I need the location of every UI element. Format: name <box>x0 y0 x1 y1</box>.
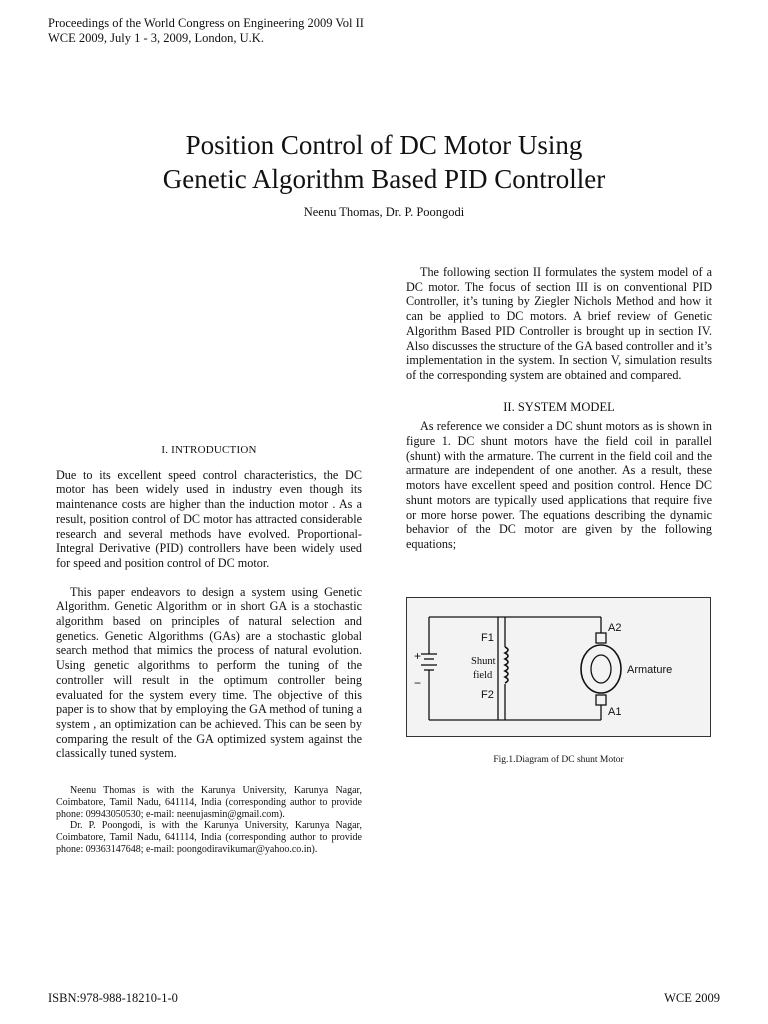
brush-a2 <box>596 633 606 643</box>
intro-paragraph-1: Due to its excellent speed control characteristics, the DC motor has been widely used in industry even though its maintenance costs are higher than the induction motor . As a result, position control of DC motor has attracted considerable research and several methods have evolved. Proportional-Integral Derivative (PID) controllers have been widely used for speed and position control of DC motor. <box>56 467 362 570</box>
intro-paragraph-2: This paper endeavors to design a system using Genetic Algorithm. Genetic Algorithm or in short GA is a stochastic algorithm based on principles of natural selection and genetics. Genetic Algorithms (GAs) are a stochastic global search method that mimics the process of natural evolution. Using genetic algorithms to perform the tuning of the controller will result in the optimum controller being evaluated for the system every time. The objective of this paper is to show that by employing the GA method of tuning a system , an optimization can be achieved. This can be seen by comparing the result of the GA optimized system against the classically tuned system. <box>56 584 362 761</box>
figure-caption: Fig.1.Diagram of DC shunt Motor <box>493 755 624 765</box>
paper-title <box>0 128 768 196</box>
section-heading-system-model: II. SYSTEM MODEL <box>503 399 615 414</box>
section-heading-introduction: I. INTRODUCTION <box>161 444 257 456</box>
brush-a1 <box>596 695 606 705</box>
proceedings-header <box>48 16 364 46</box>
paper-authors: Neenu Thomas, Dr. P. Poongodi <box>303 205 465 219</box>
label-a1: A1 <box>608 706 622 718</box>
right-column <box>406 265 712 552</box>
title-line-1: Position Control of DC Motor Using <box>185 130 583 160</box>
dc-shunt-motor-figure <box>406 597 711 737</box>
label-shunt: Shunt <box>471 656 496 667</box>
battery-plus: + <box>414 649 422 663</box>
header-line-2: WCE 2009, July 1 - 3, 2009, London, U.K. <box>48 31 264 45</box>
label-a2: A2 <box>608 622 622 634</box>
system-model-paragraph: As reference we consider a DC shunt motors as is shown in figure 1. DC shunt motors have the field coil in parallel (shunt) with the armature. The current in the field coil and the armature are independent of one another. As a result, these motors have excellent speed and position control. Hence DC shunt motors are typically used applications that require five or more horse power. The equations describing the dynamic behavior of the DC motor are given by the following equations; <box>406 419 712 551</box>
outline-paragraph: The following section II formulates the system model of a DC motor. The focus of section III is on conventional PID Controller, it’s tuning by Ziegler Nichols Method and how it can be applied to DC motors. A brief review of Genetic Algorithm Based PID Controller is brought up in section IV. Also discusses the structure of the GA based controller and it’s implementation in the system. In section V, simulation results of the corresponding system are obtained and compared. <box>406 265 712 382</box>
footnote-author-1: Neenu Thomas is with the Karunya University, Karunya Nagar, Coimbatore, Tamil Nadu, 641114, India (corresponding author to provide phone: 09943050530; e-mail: neenujasmin@gmail.com). <box>56 785 362 820</box>
label-armature: Armature <box>627 664 673 676</box>
footnote-author-2: Dr. P. Poongodi, is with the Karunya University, Karunya Nagar, Coimbatore, Tamil Nadu, 641114, India (corresponding author to provide phone: 09363147648; e-mail: poongodiravikumar@yahoo.co.in). <box>56 820 362 855</box>
author-footnotes <box>56 785 362 856</box>
dc-shunt-motor-diagram <box>407 598 709 735</box>
battery-minus: − <box>414 676 422 690</box>
footer-conference: WCE 2009 <box>664 991 720 1005</box>
armature-circle <box>581 645 621 693</box>
footer-isbn: ISBN:978-988-18210-1-0 <box>48 991 178 1005</box>
field-coil <box>505 647 508 683</box>
header-line-1: Proceedings of the World Congress on Engineering 2009 Vol II <box>48 16 364 30</box>
title-line-2: Genetic Algorithm Based PID Controller <box>162 164 606 194</box>
label-f1: F1 <box>481 632 494 644</box>
left-column <box>56 443 362 761</box>
label-f2: F2 <box>481 689 494 701</box>
label-field: field <box>473 670 493 681</box>
